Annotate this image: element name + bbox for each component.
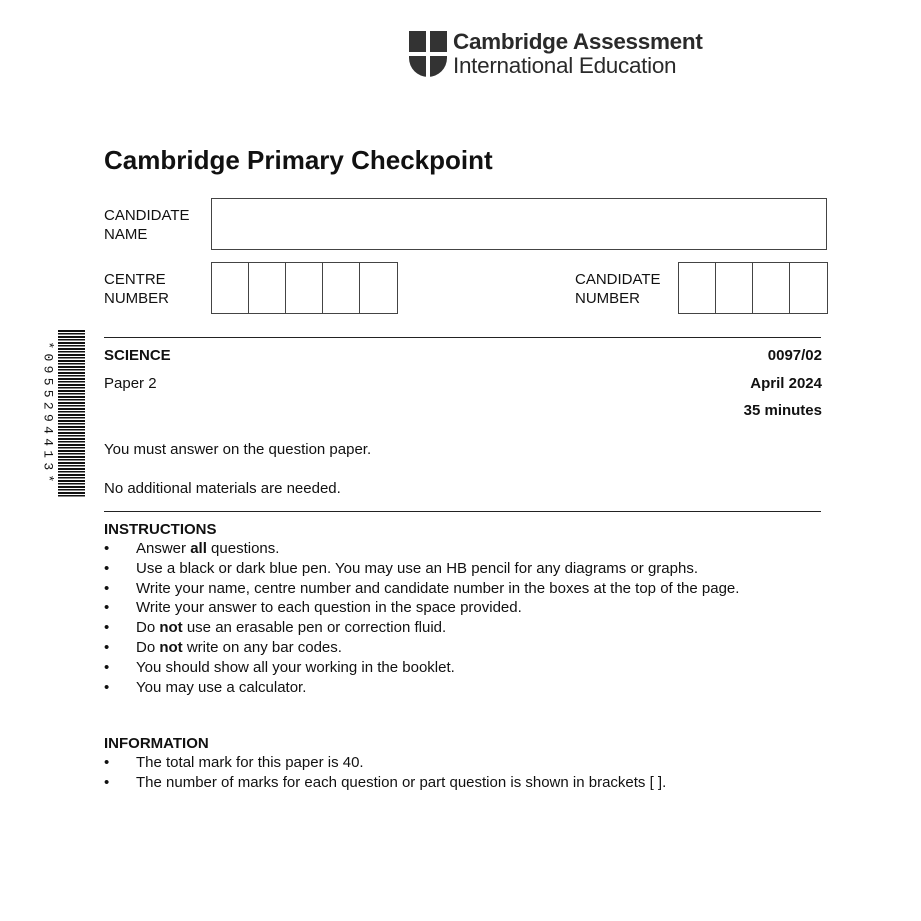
candidate-number-label: CANDIDATE NUMBER xyxy=(575,271,661,307)
candidate-name-field[interactable] xyxy=(211,198,827,250)
materials-note: No additional materials are needed. xyxy=(104,480,341,497)
candidate-number-field[interactable] xyxy=(678,262,828,314)
list-item: • Write your name, centre number and candidate number in the boxes at the top of the page. xyxy=(104,579,824,599)
information-list xyxy=(104,753,824,793)
candidate-name-label: CANDIDATE NAME xyxy=(104,207,190,243)
list-item: • You may use a calculator. xyxy=(104,678,824,698)
page-title: Cambridge Primary Checkpoint xyxy=(104,145,493,175)
divider xyxy=(104,337,821,338)
centre-number-label: CENTRE NUMBER xyxy=(104,271,170,307)
paper-number: Paper 2 xyxy=(104,375,157,392)
instructions-list xyxy=(104,539,824,697)
barcode-number: *0955294413* xyxy=(40,341,56,487)
list-item: • Do not write on any bar codes. xyxy=(104,638,824,658)
answer-note: You must answer on the question paper. xyxy=(104,441,372,458)
list-item: • Write your answer to each question in the space provided. xyxy=(104,598,824,618)
barcode xyxy=(58,330,85,497)
duration: 35 minutes xyxy=(743,402,822,419)
crest-icon xyxy=(409,31,447,77)
subject: SCIENCE xyxy=(104,347,171,364)
logo-line-1: Cambridge Assessment xyxy=(453,29,703,54)
centre-number-field[interactable] xyxy=(211,262,398,314)
divider xyxy=(104,511,821,512)
paper-code: 0097/02 xyxy=(767,347,822,364)
list-item: • Do not use an erasable pen or correction fluid. xyxy=(104,618,824,638)
list-item: • The total mark for this paper is 40. xyxy=(104,753,824,773)
list-item: • Answer all questions. xyxy=(104,539,824,559)
list-item: • The number of marks for each question or part question is shown in brackets [ ]. xyxy=(104,773,824,793)
cambridge-logo xyxy=(409,30,703,78)
logo-line-2: International Education xyxy=(453,53,677,78)
information-heading: INFORMATION xyxy=(104,735,209,752)
instructions-heading: INSTRUCTIONS xyxy=(104,521,217,538)
list-item: • You should show all your working in the booklet. xyxy=(104,658,824,678)
list-item: • Use a black or dark blue pen. You may use an HB pencil for any diagrams or graphs. xyxy=(104,559,824,579)
exam-date: April 2024 xyxy=(750,375,822,392)
